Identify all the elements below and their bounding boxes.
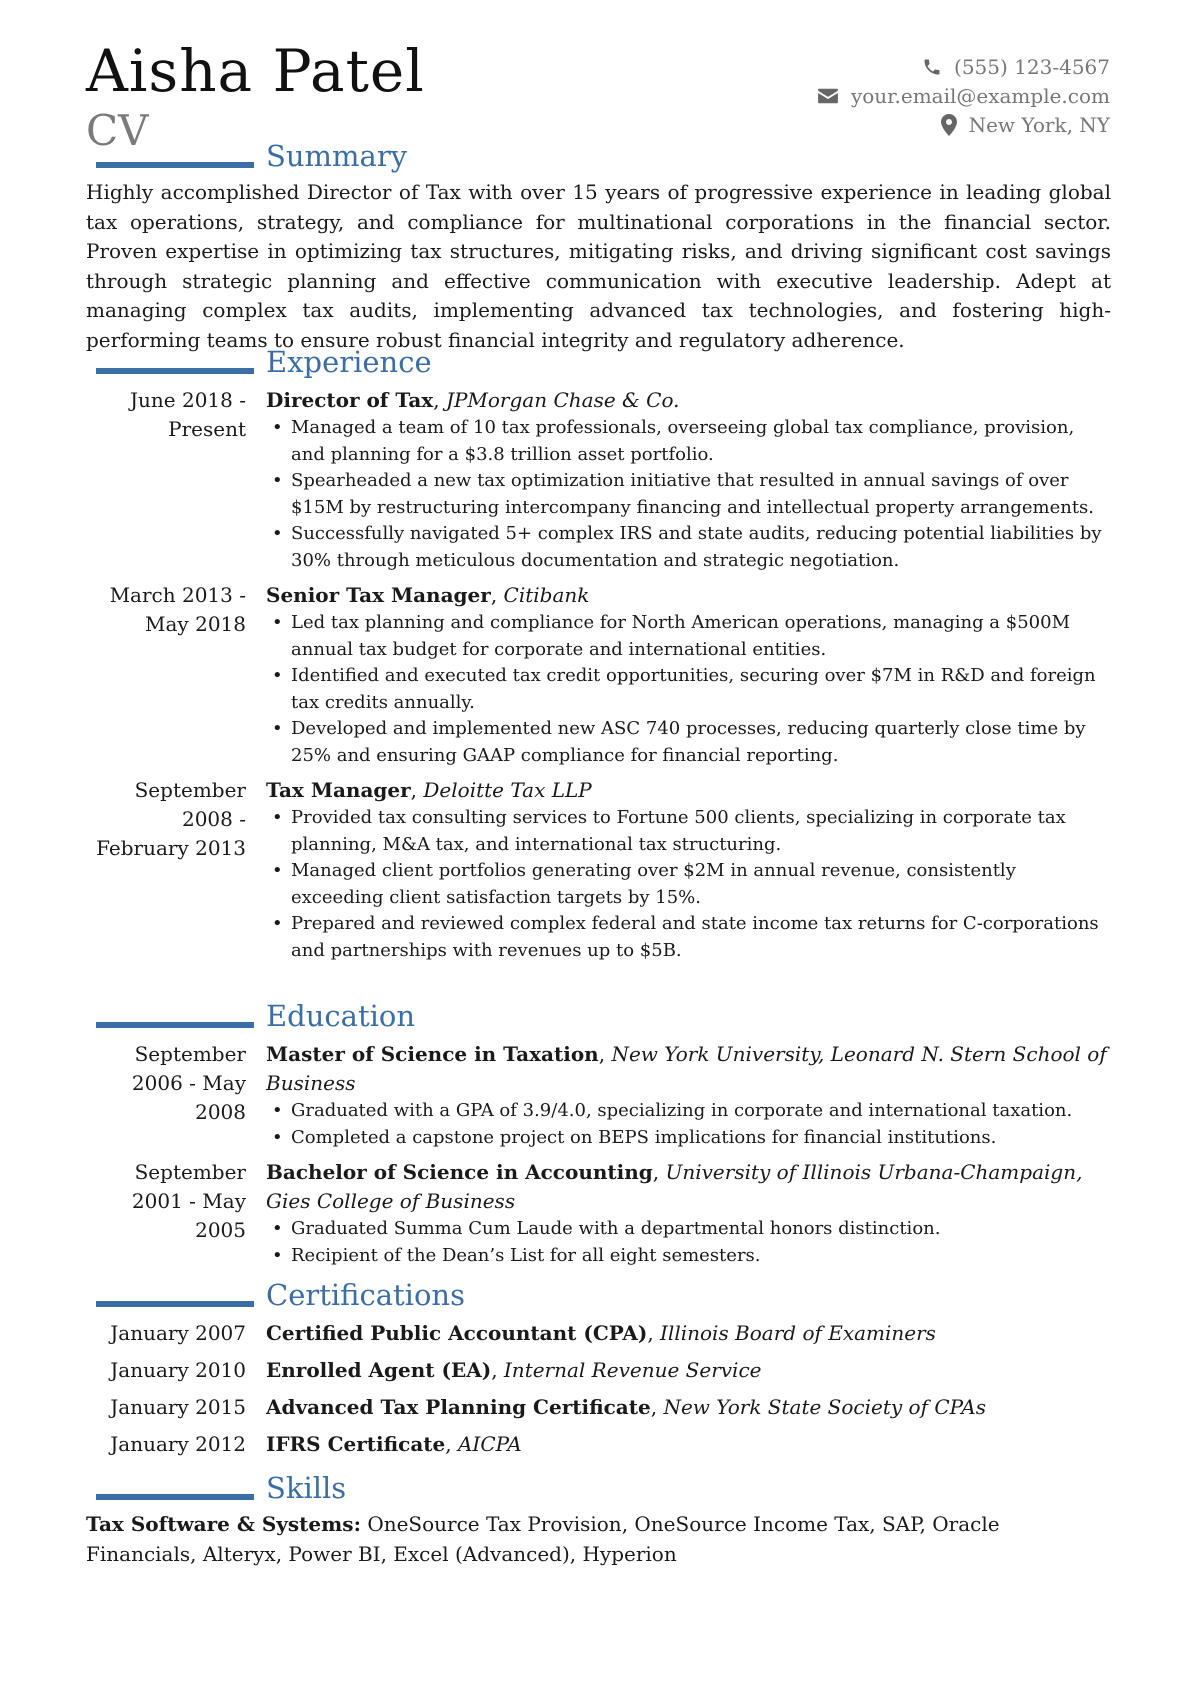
job-org: Deloitte Tax LLP: [423, 778, 592, 802]
cert-name: Advanced Tax Planning Certificate: [266, 1395, 651, 1419]
bullet-list: [266, 1098, 1111, 1151]
bullet-item: • Developed and implemented new ASC 740 processes, reducing quarterly close time by 25% and ensuring GAAP compliance for financial reporting.: [266, 716, 1111, 769]
degree-name: Bachelor of Science in Accounting: [266, 1160, 653, 1184]
bullet-list: [266, 415, 1111, 574]
bullet-item: • Completed a capstone project on BEPS implications for financial institutions.: [266, 1125, 1111, 1152]
bullet-item: • Spearheaded a new tax optimization initiative that resulted in annual savings of over $15M by restructuring intercompany financing and intellectual property arrangements.: [266, 468, 1111, 521]
bullet-item: • Provided tax consulting services to Fortune 500 clients, specializing in corporate tax planning, M&A tax, and international tax structuring.: [266, 805, 1111, 858]
experience-entry: [86, 581, 1111, 769]
entry-body: [266, 1040, 1111, 1151]
skills-header: [86, 1472, 1111, 1512]
cert-name: IFRS Certificate: [266, 1432, 446, 1456]
summary-title: Summary: [266, 139, 408, 173]
entry-title: IFRS Certificate, AICPA: [266, 1432, 522, 1456]
skills-text: [86, 1510, 1111, 1569]
bullet-item: • Managed client portfolios generating over $2M in annual revenue, consistently exceeding client satisfaction targets by 15%.: [266, 858, 1111, 911]
contact-phone: [817, 52, 1110, 81]
entry-date: January 2010: [110, 1358, 246, 1382]
certifications-section: [86, 1279, 1111, 1459]
summary-text: Highly accomplished Director of Tax with over 15 years of progressive experience in leading global tax operations, strategy, and compliance for multinational corporations in the financial sector. Proven expertise in optimizing tax structures, mitigating risks, and driving significant cost savings through strategic planning and effective communication with executive leadership. Adept at managing complex tax audits, implementing advanced tax technologies, and fostering high-performing teams to ensure robust financial integrity and regulatory adherence.: [86, 180, 1111, 352]
contact-location: [817, 110, 1110, 139]
degree-name: Master of Science in Taxation: [266, 1042, 599, 1066]
entry-body: [266, 1158, 1111, 1269]
entry-title: Bachelor of Science in Accounting, University of Illinois Urbana-Champaign, Gies College of Business: [266, 1160, 1083, 1213]
certification-entry: [86, 1393, 1111, 1422]
cert-issuer: Illinois Board of Examiners: [660, 1321, 936, 1345]
document-label: CV: [86, 106, 149, 155]
email-text: your.email@example.com: [850, 83, 1110, 108]
experience-section: [86, 346, 1111, 964]
school-name: New York University, Leonard N. Stern School of Business: [266, 1042, 1107, 1095]
entry-date: June 2018 - Present: [130, 388, 246, 441]
entry-title: Enrolled Agent (EA), Internal Revenue Service: [266, 1358, 762, 1382]
entry-date: January 2012: [110, 1432, 246, 1456]
education-entry: [86, 1040, 1111, 1151]
cert-issuer: New York State Society of CPAs: [663, 1395, 986, 1419]
school-name: University of Illinois Urbana-Champaign, Gies College of Business: [266, 1160, 1083, 1213]
bullet-item: • Recipient of the Dean’s List for all eight semesters.: [266, 1243, 1111, 1270]
education-entry: [86, 1158, 1111, 1269]
contact-email: [817, 81, 1110, 110]
bullet-list: [266, 1216, 1111, 1269]
skills-list: OneSource Tax Provision, OneSource Income Tax, SAP, Oracle Financials, Alteryx, Power BI, Excel (Advanced), Hyperion: [86, 1512, 1000, 1566]
education-title: Education: [266, 999, 416, 1033]
bullet-list: [266, 610, 1111, 769]
entry-title: Senior Tax Manager, Citibank: [266, 583, 590, 607]
bullet-item: • Graduated Summa Cum Laude with a departmental honors distinction.: [266, 1216, 1111, 1243]
cert-issuer: AICPA: [457, 1432, 522, 1456]
location-text: New York, NY: [968, 112, 1110, 137]
entry-date: September 2006 - May 2008: [131, 1042, 246, 1124]
entry-title: Master of Science in Taxation, New York University, Leonard N. Stern School of Business: [266, 1042, 1107, 1095]
entry-title: Certified Public Accountant (CPA), Illinois Board of Examiners: [266, 1321, 936, 1345]
section-accent-bar: [96, 1022, 254, 1028]
education-header: [86, 1000, 1111, 1040]
candidate-name: Aisha Patel: [86, 37, 425, 105]
contact-block: [817, 52, 1110, 139]
phone-text: (555) 123-4567: [954, 54, 1110, 79]
entry-body: [266, 581, 1111, 769]
envelope-icon: [817, 87, 839, 105]
job-org: Citibank: [503, 583, 590, 607]
certifications-header: [86, 1279, 1111, 1319]
experience-entry: [86, 386, 1111, 574]
job-role: Tax Manager: [266, 778, 411, 802]
cert-issuer: Internal Revenue Service: [503, 1358, 762, 1382]
map-pin-icon: [941, 114, 957, 136]
entry-body: [266, 386, 1111, 574]
section-accent-bar: [96, 1494, 254, 1500]
phone-icon: [922, 57, 942, 77]
experience-title: Experience: [266, 345, 432, 379]
certification-entry: [86, 1356, 1111, 1385]
entry-date: September 2001 - May 2005: [131, 1160, 246, 1242]
certification-entry: [86, 1430, 1111, 1459]
entry-date: September 2008 - February 2013: [96, 778, 246, 860]
bullet-item: • Prepared and reviewed complex federal and state income tax returns for C-corporations and partnerships with revenues up to $5B.: [266, 911, 1111, 964]
job-org: JPMorgan Chase & Co.: [445, 388, 680, 412]
entry-date: March 2013 - May 2018: [109, 583, 246, 636]
bullet-item: • Managed a team of 10 tax professionals, overseeing global tax compliance, provision, and planning for a $3.8 trillion asset portfolio.: [266, 415, 1111, 468]
certification-entry: [86, 1319, 1111, 1348]
skills-title: Skills: [266, 1471, 347, 1505]
cert-name: Certified Public Accountant (CPA): [266, 1321, 648, 1345]
entry-date: January 2007: [110, 1321, 246, 1345]
entry-body: [266, 776, 1111, 964]
section-accent-bar: [96, 368, 254, 374]
entry-title: Director of Tax, JPMorgan Chase & Co.: [266, 388, 680, 412]
experience-header: [86, 346, 1111, 386]
bullet-item: • Identified and executed tax credit opportunities, securing over $7M in R&D and foreign tax credits annually.: [266, 663, 1111, 716]
bullet-list: [266, 805, 1111, 964]
summary-header: [86, 140, 1111, 180]
entry-title: Advanced Tax Planning Certificate, New York State Society of CPAs: [266, 1395, 986, 1419]
cert-name: Enrolled Agent (EA): [266, 1358, 492, 1382]
entry-title: Tax Manager, Deloitte Tax LLP: [266, 778, 592, 802]
section-accent-bar: [96, 162, 254, 168]
bullet-item: • Led tax planning and compliance for North American operations, managing a $500M annual tax budget for corporate and international entities.: [266, 610, 1111, 663]
certifications-title: Certifications: [266, 1278, 465, 1312]
experience-entry: [86, 776, 1111, 964]
skills-label: Tax Software & Systems:: [86, 1512, 361, 1536]
bullet-item: • Graduated with a GPA of 3.9/4.0, specializing in corporate and international taxation.: [266, 1098, 1111, 1125]
summary-section: [86, 140, 1111, 355]
skills-section: [86, 1472, 1111, 1569]
bullet-item: • Successfully navigated 5+ complex IRS and state audits, reducing potential liabilities by 30% through meticulous documentation and strategic negotiation.: [266, 521, 1111, 574]
job-role: Senior Tax Manager: [266, 583, 491, 607]
entry-date: January 2015: [110, 1395, 246, 1419]
section-accent-bar: [96, 1301, 254, 1307]
job-role: Director of Tax: [266, 388, 434, 412]
education-section: [86, 1000, 1111, 1269]
